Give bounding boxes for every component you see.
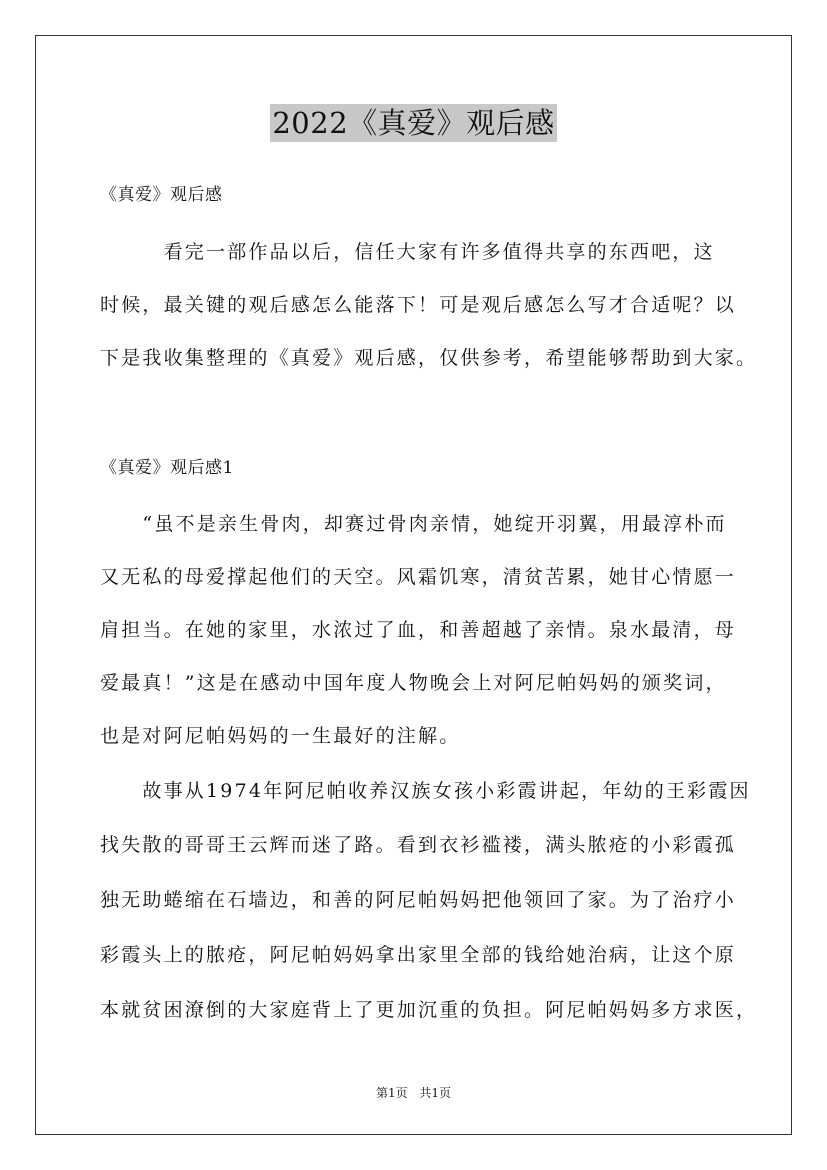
paragraph-line: 肩担当。在她的家里，水浓过了血，和善超越了亲情。泉水最清，母 <box>100 619 737 641</box>
paragraph-line: 时候，最关键的观后感怎么能落下！可是观后感怎么写才合适呢？以 <box>100 294 737 316</box>
section-heading: 《真爱》观后感1 <box>100 458 234 478</box>
title-wrap <box>0 104 827 142</box>
paragraph-line: “虽不是亲生骨肉，却赛过骨肉亲情，她绽开羽翼，用最淳朴而 <box>100 513 727 535</box>
paragraph-line: 独无助蜷缩在石墙边，和善的阿尼帕妈妈把他领回了家。为了治疗小 <box>100 889 737 911</box>
intro-heading: 《真爱》观后感 <box>100 185 223 205</box>
paragraph-line: 故事从1974年阿尼帕收养汉族女孩小彩霞讲起，年幼的王彩霞因 <box>100 780 751 802</box>
page-footer <box>0 1084 827 1101</box>
paragraph-line: 又无私的母爱撑起他们的天空。风霜饥寒，清贫苦累，她甘心情愿一 <box>100 566 737 588</box>
paragraph-line: 爱最真！”这是在感动中国年度人物晚会上对阿尼帕妈妈的颁奖词， <box>100 672 727 694</box>
paragraph-line: 找失散的哥哥王云辉而迷了路。看到衣衫褴褛，满头脓疮的小彩霞孤 <box>100 834 737 856</box>
paragraph-line: 看完一部作品以后，信任大家有许多值得共享的东西吧，这 <box>100 241 715 263</box>
paragraph-line: 下是我收集整理的《真爱》观后感，仅供参考，希望能够帮助到大家。 <box>100 347 758 369</box>
paragraph-line: 也是对阿尼帕妈妈的一生最好的注解。 <box>100 725 461 747</box>
page-total: 共1页 <box>419 1086 452 1100</box>
paragraph-line: 彩霞头上的脓疮，阿尼帕妈妈拿出家里全部的钱给她治病，让这个原 <box>100 944 737 966</box>
document-title: 2022《真爱》观后感 <box>272 106 555 140</box>
paragraph-line: 本就贫困潦倒的大家庭背上了更加沉重的负担。阿尼帕妈妈多方求医， <box>100 999 758 1021</box>
page-number: 第1页 <box>375 1086 408 1100</box>
